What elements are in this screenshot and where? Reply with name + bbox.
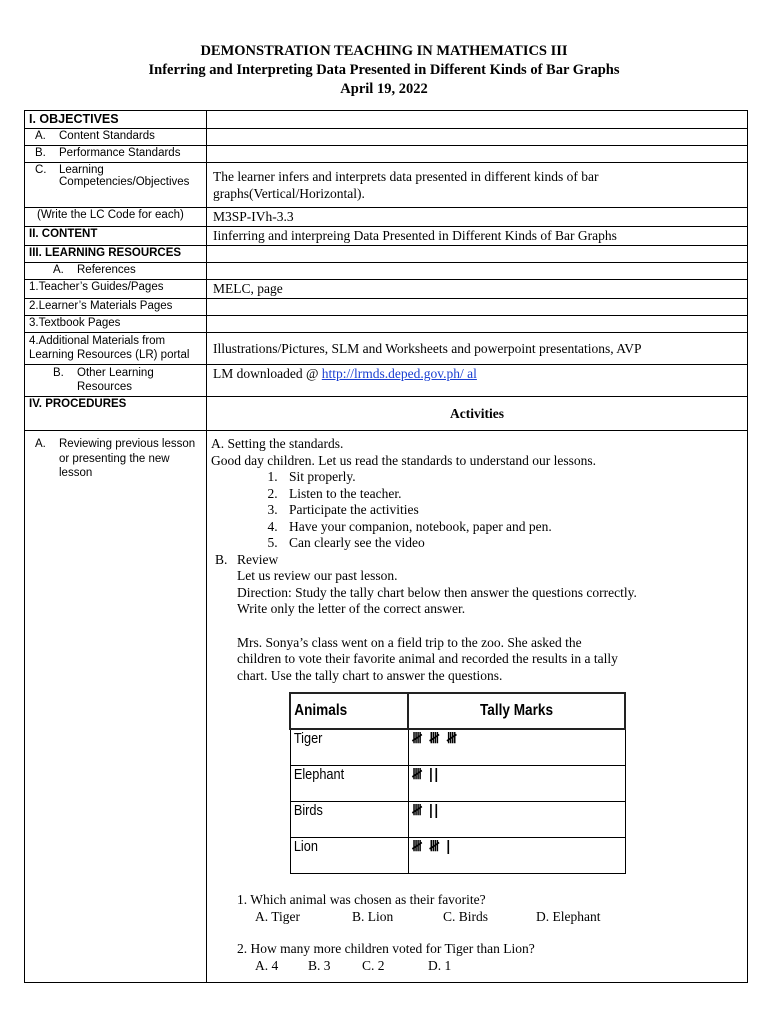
activities-heading: Activities <box>207 397 748 431</box>
textbook-pages-label: 3.Textbook Pages <box>25 316 207 333</box>
lesson-plan-table <box>24 110 748 983</box>
document-date: April 19, 2022 <box>340 81 428 97</box>
question-2: 2. How many more children voted for Tiger than Lion? <box>237 941 535 956</box>
direction-line-1: Direction: Study the tally chart below then answer the questions correctly. <box>237 584 637 600</box>
setting-standards: A. Setting the standards. <box>211 436 344 451</box>
document-title: DEMONSTRATION TEACHING IN MATHEMATICS III <box>200 43 568 59</box>
tally-marks: 𝍸 || <box>408 802 592 838</box>
tally-animal: Lion <box>290 838 390 874</box>
learning-resources-heading: III. LEARNING RESOURCES <box>25 246 207 263</box>
learning-competencies-label: C. Learning Competencies/Objectives <box>25 163 207 208</box>
review-body <box>211 568 743 684</box>
list-item: 2. Listen to the teacher. <box>281 486 743 503</box>
additional-materials-value: Illustrations/Pictures, SLM and Worksheets and powerpoint presentations, AVP <box>207 333 748 365</box>
option: A. Tiger <box>255 908 301 924</box>
performance-standards-label: B. Performance Standards <box>25 146 207 163</box>
list-item: 3. Participate the activities <box>281 502 743 519</box>
story-line-2: children to vote their favorite animal and recorded the results in a tally <box>237 651 618 666</box>
option: C. 2 <box>362 957 385 973</box>
teachers-guides-value: MELC, page <box>207 280 748 299</box>
content-heading: II. CONTENT <box>25 227 207 246</box>
document-subtitle: Inferring and Interpreting Data Presented in Different Kinds of Bar Graphs <box>148 62 620 78</box>
question-1-options <box>255 909 743 926</box>
review-intro: Let us review our past lesson. <box>237 568 398 583</box>
review-lesson-label: A. Reviewing previous lesson or presenting the new lesson <box>25 431 207 983</box>
additional-materials-label: 4.Additional Materials from Learning Resources (LR) portal <box>25 333 207 365</box>
tally-header-animals: Animals <box>290 693 390 729</box>
story-line-3: chart. Use the tally chart to answer the questions. <box>237 667 503 683</box>
option: A. 4 <box>255 957 279 973</box>
list-item: 5. Can clearly see the video <box>281 535 743 552</box>
question-1: 1. Which animal was chosen as their favorite? <box>237 892 486 907</box>
greeting-text: Good day children. Let us read the standards to understand our lessons. <box>211 452 597 468</box>
activities-content <box>207 431 748 983</box>
tally-marks: 𝍸 𝍸 𝍸 <box>408 729 592 766</box>
content-value: Iinferring and interpreing Data Presented in Different Kinds of Bar Graphs <box>207 227 748 246</box>
option: C. Birds <box>443 908 489 924</box>
learners-materials-label: 2.Learner’s Materials Pages <box>25 299 207 316</box>
tally-chart <box>289 692 626 874</box>
procedures-heading: IV. PROCEDURES <box>25 397 207 431</box>
tally-animal: Tiger <box>290 729 390 766</box>
tally-marks: 𝍸 || <box>408 766 592 802</box>
question-2-options <box>255 958 743 975</box>
content-standards-label: A. Content Standards <box>25 129 207 146</box>
option: D. 1 <box>428 957 452 973</box>
tally-header-marks: Tally Marks <box>424 693 608 729</box>
lc-code-label: (Write the LC Code for each) <box>25 208 207 227</box>
learning-competencies-value: The learner infers and interprets data presented in different kinds of bar graphs(Vertical/Horizontal). <box>207 163 748 208</box>
references-label: A. References <box>25 263 207 280</box>
objectives-heading: I. OBJECTIVES <box>25 111 207 129</box>
lrmds-link[interactable]: http://lrmds.deped.gov.ph/ al <box>321 366 477 381</box>
list-item: 4. Have your companion, notebook, paper and pen. <box>281 519 743 536</box>
tally-animal: Elephant <box>290 766 390 802</box>
review-heading: B. Review <box>215 551 279 567</box>
other-resources-label: B. Other Learning Resources <box>25 365 207 397</box>
list-item: 1. Sit properly. <box>281 469 743 486</box>
option: D. Elephant <box>536 908 601 924</box>
standards-list <box>211 469 743 552</box>
lc-code-value: M3SP-IVh-3.3 <box>207 208 748 227</box>
story-line-1: Mrs. Sonya’s class went on a field trip to the zoo. She asked the <box>237 634 582 650</box>
other-resources-value: LM downloaded @ http://lrmds.deped.gov.ph/ al <box>207 365 748 397</box>
teachers-guides-label: 1.Teacher’s Guides/Pages <box>25 280 207 299</box>
document-header <box>0 42 768 99</box>
option: B. Lion <box>352 908 394 924</box>
tally-marks: 𝍸 𝍸 | <box>408 838 592 874</box>
option: B. 3 <box>308 957 331 973</box>
tally-animal: Birds <box>290 802 390 838</box>
direction-line-2: Write only the letter of the correct answer. <box>237 601 466 616</box>
